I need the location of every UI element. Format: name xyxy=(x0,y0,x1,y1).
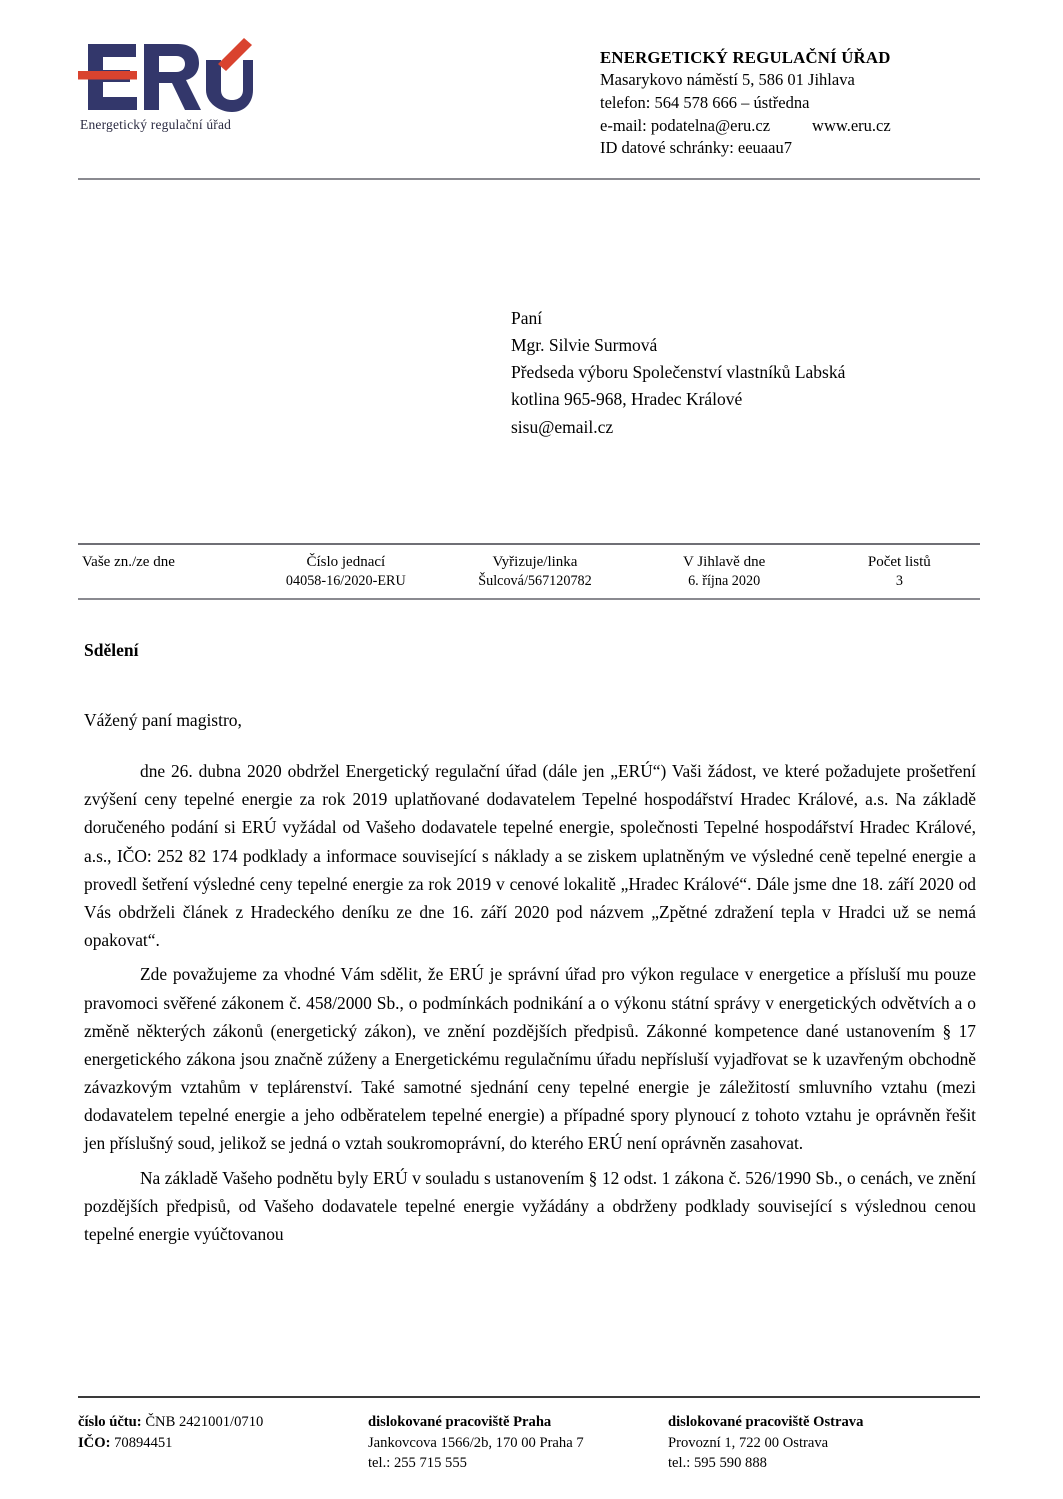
footer-office-address: Jankovcova 1566/2b, 170 00 Praha 7 xyxy=(368,1434,584,1451)
addressee-name: Mgr. Silvie Surmová xyxy=(511,335,658,356)
reference-column-handler xyxy=(440,552,629,591)
footer-account-value: ČNB 2421001/0710 xyxy=(145,1414,264,1430)
letter-subject: Sdělení xyxy=(84,640,139,660)
reference-value: 6. října 2020 xyxy=(688,573,761,590)
organization-email-row xyxy=(600,115,1000,138)
footer-office-address: Provozní 1, 722 00 Ostrava xyxy=(668,1434,829,1451)
reference-value: Šulcová/567120782 xyxy=(478,573,592,590)
organization-title: ENERGETICKÝ REGULAČNÍ ÚŘAD xyxy=(600,48,891,67)
letterhead xyxy=(78,38,980,168)
letter-paragraph: Na základě Vašeho podnětu byly ERÚ v souladu s ustanovením § 12 odst. 1 zákona č. 526/1990 Sb., o cenách, ve znění pozdějších předpisů, od Vašeho dodavatele tepelné energie vyžádány a obdrženy podklady související s výslednou cenou tepelné energie vyúčtovanou xyxy=(84,1167,976,1244)
footer-office-phone: tel.: 595 590 888 xyxy=(668,1455,767,1472)
addressee-role-line-2: kotlina 965-968, Hradec Králové xyxy=(511,389,743,410)
reference-table-bottom-divider xyxy=(78,598,980,600)
reference-table xyxy=(78,552,980,591)
letter-paragraph: Zde považujeme za vhodné Vám sdělit, že ERÚ je správní úřad pro výkon regulace v energetice a přísluší mu pouze pravomoci svěřené zákonem č. 458/2000 Sb., o podmínkách podnikání a o výkonu státní správy v energetických odvětvích a o změně některých zákonů (energetický zákon), ve znění pozdějších předpisů. Zákonné kompetence dané ustanovením § 17 energetického zákona jsou značně zúženy a Energetickému regulačnímu úřadu nepřísluší vyjadřovat se k uzavřeným obchodně závazkovým vztahům v teplárenství. Také samotné sjednání ceny tepelné energie je záležitostí smluvního vztahu (mezi dodavatelem tepelné energie a jeho odběratelem tepelné energie) a případné spory plynoucí z tohoto vztahu je oprávněn řešit jen příslušný soud, jelikož se jedná o vztah soukromoprávní, do kterého ERÚ není oprávněn zasahovat. xyxy=(84,964,976,1154)
letter-body xyxy=(84,757,976,1248)
reference-header: Vyřizuje/linka xyxy=(492,554,578,570)
footer-column-banking xyxy=(78,1412,368,1474)
addressee-role-line-1: Předseda výboru Společenství vlastníků Labská xyxy=(511,362,846,383)
organization-databox: ID datové schránky: eeuaau7 xyxy=(600,138,792,158)
reference-header: Číslo jednací xyxy=(306,554,386,570)
reference-table-top-divider xyxy=(78,543,980,545)
footer-ico-value: 70894451 xyxy=(114,1434,173,1451)
footer-office-phone: tel.: 255 715 555 xyxy=(368,1455,467,1472)
reference-header: Počet listů xyxy=(867,554,931,570)
reference-column-sheet-count xyxy=(819,552,980,591)
addressee-block xyxy=(511,305,845,441)
reference-column-file-number xyxy=(251,552,440,591)
organization-website: www.eru.cz xyxy=(812,115,891,135)
footer-ico-line xyxy=(78,1433,368,1454)
footer-account-label: číslo účtu: xyxy=(78,1414,142,1430)
footer-column-ostrava-office xyxy=(668,1412,980,1474)
page-footer xyxy=(78,1412,980,1474)
footer-column-prague-office xyxy=(368,1412,668,1474)
organization-email: e-mail: podatelna@eru.cz xyxy=(600,115,771,135)
letter-paragraph: dne 26. dubna 2020 obdržel Energetický regulační úřad (dále jen „ERÚ“) Vaši žádost, ve které požadujete prošetření zvýšení ceny tepelné energie za rok 2019 uplatňované dodavatelem Tepelné hospodářství Hradec Králové, a.s. Na základě doručeného podání si ERÚ vyžádal od Vašeho dodavatele tepelné energie, společnosti Tepelné hospodářství Hradec Králové, a.s., IČO: 252 82 174 podklady a informace související s náklady a se ziskem uplatněným ve výsledné ceně tepelné energie a provedl šetření výsledné ceny tepelné energie za rok 2019 v cenové lokalitě „Hradec Králové“. Dále jsme dne 18. září 2020 od Vás obdrželi článek z Hradeckého deníku ze dne 16. září 2020 pod názvem „Zpětné zdražení tepla v Hradci už se nemá opakovat“. xyxy=(84,761,976,951)
reference-column-your-ref xyxy=(78,552,251,591)
organization-address: Masarykovo náměstí 5, 586 01 Jihlava xyxy=(600,70,855,90)
addressee-email: sisu@email.cz xyxy=(511,416,614,437)
footer-account-line xyxy=(78,1412,368,1433)
reference-header: Vaše zn./ze dne xyxy=(82,554,175,570)
reference-value: 04058-16/2020-ERU xyxy=(285,573,406,590)
organization-phone: telefon: 564 578 666 – ústředna xyxy=(600,92,810,112)
footer-office-title: dislokované pracoviště Praha xyxy=(368,1414,552,1430)
reference-value: 3 xyxy=(895,573,903,590)
addressee-salutation: Paní xyxy=(511,308,543,328)
eru-logo-mark xyxy=(78,38,253,116)
eru-logo xyxy=(78,38,378,133)
header-divider xyxy=(78,178,980,180)
footer-divider xyxy=(78,1396,980,1398)
footer-ico-label: IČO: xyxy=(78,1434,111,1451)
reference-column-date xyxy=(630,552,819,591)
organization-contact-block xyxy=(600,46,1000,160)
eru-logo-tagline: Energetický regulační úřad xyxy=(80,117,232,132)
letter-salutation: Vážený paní magistro, xyxy=(84,710,242,730)
footer-office-title: dislokované pracoviště Ostrava xyxy=(668,1414,864,1430)
reference-header: V Jihlavě dne xyxy=(683,554,766,570)
